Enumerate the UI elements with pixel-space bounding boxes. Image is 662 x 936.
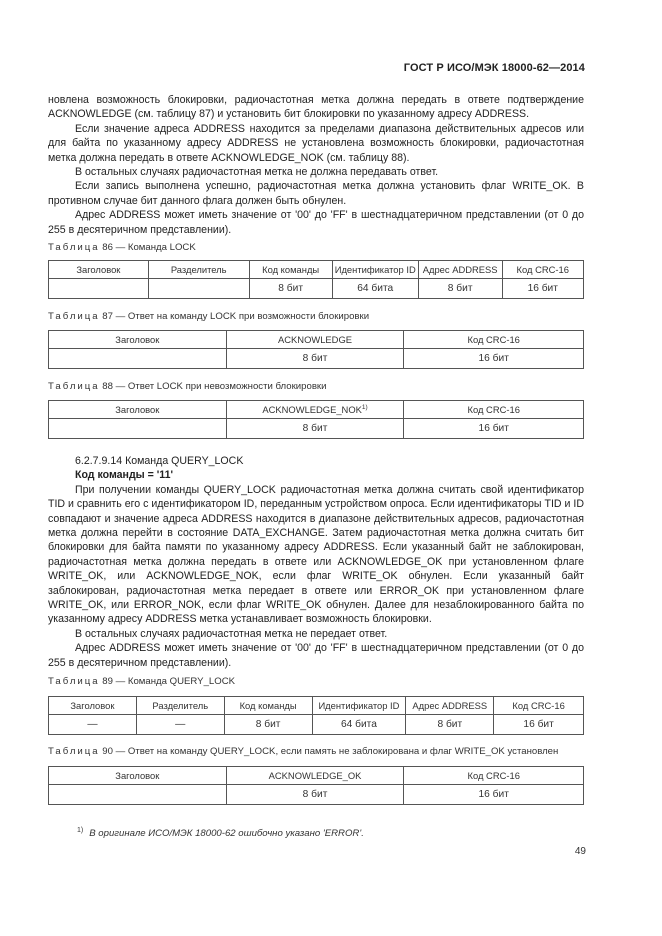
header-cell: Заголовок: [49, 697, 137, 715]
header-cell: Код CRC-16: [404, 767, 584, 785]
table-query-lock-ack-ok: [48, 766, 584, 805]
header-cell: Идентификатор ID: [312, 697, 406, 715]
table-query-lock-command: [48, 696, 584, 735]
value-cell: 8 бит: [226, 419, 404, 439]
command-code-label: Код команды = '11': [75, 469, 174, 482]
table-caption: [48, 381, 326, 392]
table-caption: [48, 311, 369, 322]
paragraph: В остальных случаях радиочастотная метка не передает ответ.: [75, 627, 388, 640]
table-lock-command: [48, 260, 584, 299]
header-cell: Разделитель: [148, 261, 249, 279]
header-cell: Код команды: [224, 697, 312, 715]
header-cell: ACKNOWLEDGE: [226, 331, 404, 349]
header-cell: Заголовок: [49, 401, 227, 419]
body-text-block-1: [48, 93, 584, 237]
header-cell: Код CRC-16: [404, 331, 584, 349]
footnote-text: В оригинале ИСО/МЭК 18000-62 ошибочно указано 'ERROR'.: [89, 828, 364, 839]
paragraph: В остальных случаях радиочастотная метка не должна передавать ответ.: [75, 166, 439, 179]
header-cell: Заголовок: [49, 261, 149, 279]
caption-text: 90 — Ответ на команду QUERY_LOCK, если память не заблокирована и флаг WRITE_OK установлен: [99, 746, 559, 757]
value-cell: 16 бит: [502, 279, 584, 299]
header-cell: Адрес ADDRESS: [406, 697, 494, 715]
footnote: [77, 827, 364, 839]
caption-prefix: Таблица: [48, 381, 100, 392]
value-cell: 8 бит: [418, 279, 502, 299]
caption-text: 89 — Команда QUERY_LOCK: [99, 676, 236, 687]
caption-prefix: Таблица: [48, 746, 100, 757]
header-cell: [226, 401, 404, 419]
value-cell: 16 бит: [494, 715, 584, 735]
document-header: ГОСТ Р ИСО/МЭК 18000-62—2014: [403, 62, 585, 74]
header-cell: Код команды: [249, 261, 332, 279]
table-lock-ack: [48, 330, 584, 369]
table-caption: [48, 746, 558, 757]
value-cell: 8 бит: [226, 349, 404, 369]
header-cell: Код CRC-16: [494, 697, 584, 715]
table-caption: [48, 242, 196, 253]
value-cell: 16 бит: [404, 349, 584, 369]
paragraph: Адрес ADDRESS может иметь значение от '00' до 'FF' в шестнадцатеричном представлении (от 0 до 255 в десятеричном представлении).: [48, 209, 584, 236]
header-cell: Идентификатор ID: [332, 261, 418, 279]
value-cell: 8 бит: [226, 785, 404, 805]
table-row: [49, 279, 584, 299]
table-header-row: [49, 697, 584, 715]
paragraph: новлена возможность блокировки, радиочастотная метка должна передать в ответе подтверждение ACKNOWLEDGE (см. таблицу 87) и установить бит блокировки по указанному адресу ADDRESS.: [48, 94, 584, 121]
page-number: 49: [574, 846, 586, 857]
paragraph: Если значение адреса ADDRESS находится за пределами диапазона действительных адресов или для байта по указанному адресу ADDRESS не установлена возможность блокировки, радиочастотная метка должна передать в ответе ACKNOWLEDGE_NOK (см. таблицу 88).: [48, 122, 584, 164]
value-cell: 16 бит: [404, 785, 584, 805]
header-cell: Заголовок: [49, 767, 227, 785]
value-cell: —: [49, 715, 137, 735]
value-cell: [49, 419, 227, 439]
table-row: [49, 349, 584, 369]
header-text: ACKNOWLEDGE_NOK: [262, 404, 362, 416]
value-cell: [49, 279, 149, 299]
command-code: [48, 468, 584, 482]
value-cell: [49, 785, 227, 805]
value-cell: 16 бит: [404, 419, 584, 439]
table-header-row: [49, 401, 584, 419]
footnote-mark: 1): [77, 827, 84, 834]
table-header-row: [49, 331, 584, 349]
header-cell: Код CRC-16: [502, 261, 584, 279]
caption-text: 88 — Ответ LOCK при невозможности блокировки: [99, 381, 327, 392]
table-row: [49, 715, 584, 735]
paragraph: При получении команды QUERY_LOCK радиочастотная метка должна считать свой идентификатор TID и сравнить его с идентификатором ID, переданным устройством опроса. Если идентификаторы TID и ID совпадают и значение адреса ADDRESS находится в диапазоне действительных адресов, радиочастотная метка должна перейти в состояние DATA_EXCHANGE. Затем радиочастотная метка должна считать бит блокировки для байта памяти по указанному адресу ADDRESS. Если указанный байт не заблокирован, радиочастотная метка должна передать в ответе или ACKNOWLEDGE_OK при установленном флаге WRITE_OK, или ACKNOWLEDGE_NOK, если флаг WRITE_OK обнулен. Если указанный байт заблокирован, радиочастотная метка передает в ответе или ERROR_OK при установленном флаге WRITE_OK, или ERROR_NOK, если флаг WRITE_OK обнулен. Далее для незаблокированного байта по указанному адресу ADDRESS метка устанавливает возможность блокировки.: [48, 483, 584, 626]
table-header-row: [49, 261, 584, 279]
value-cell: 8 бит: [406, 715, 494, 735]
header-cell: Код CRC-16: [404, 401, 584, 419]
header-cell: Заголовок: [49, 331, 227, 349]
table-lock-nok: [48, 400, 584, 439]
header-cell: ACKNOWLEDGE_OK: [226, 767, 404, 785]
caption-text: 86 — Команда LOCK: [99, 242, 196, 253]
value-cell: —: [136, 715, 224, 735]
value-cell: [148, 279, 249, 299]
caption-text: 87 — Ответ на команду LOCK при возможности блокировки: [99, 311, 370, 322]
body-text-block-2: [48, 454, 584, 670]
table-caption: [48, 676, 235, 687]
header-cell: Адрес ADDRESS: [418, 261, 502, 279]
table-row: [49, 785, 584, 805]
footnote-ref: 1): [361, 403, 368, 411]
paragraph: Если запись выполнена успешно, радиочастотная метка должна установить флаг WRITE_OK. В противном случае бит данного флага должен быть обнулен.: [48, 180, 584, 207]
caption-prefix: Таблица: [48, 676, 100, 687]
caption-prefix: Таблица: [48, 242, 100, 253]
header-cell: Разделитель: [136, 697, 224, 715]
table-row: [49, 419, 584, 439]
table-header-row: [49, 767, 584, 785]
value-cell: 64 бита: [332, 279, 418, 299]
caption-prefix: Таблица: [48, 311, 100, 322]
section-title: 6.2.7.9.14 Команда QUERY_LOCK: [75, 455, 244, 467]
value-cell: 8 бит: [224, 715, 312, 735]
value-cell: 64 бита: [312, 715, 406, 735]
paragraph: Адрес ADDRESS может иметь значение от '00' до 'FF' в шестнадцатеричном представлении (от 0 до 255 в десятеричном представлении).: [48, 642, 584, 669]
value-cell: 8 бит: [249, 279, 332, 299]
value-cell: [49, 349, 227, 369]
